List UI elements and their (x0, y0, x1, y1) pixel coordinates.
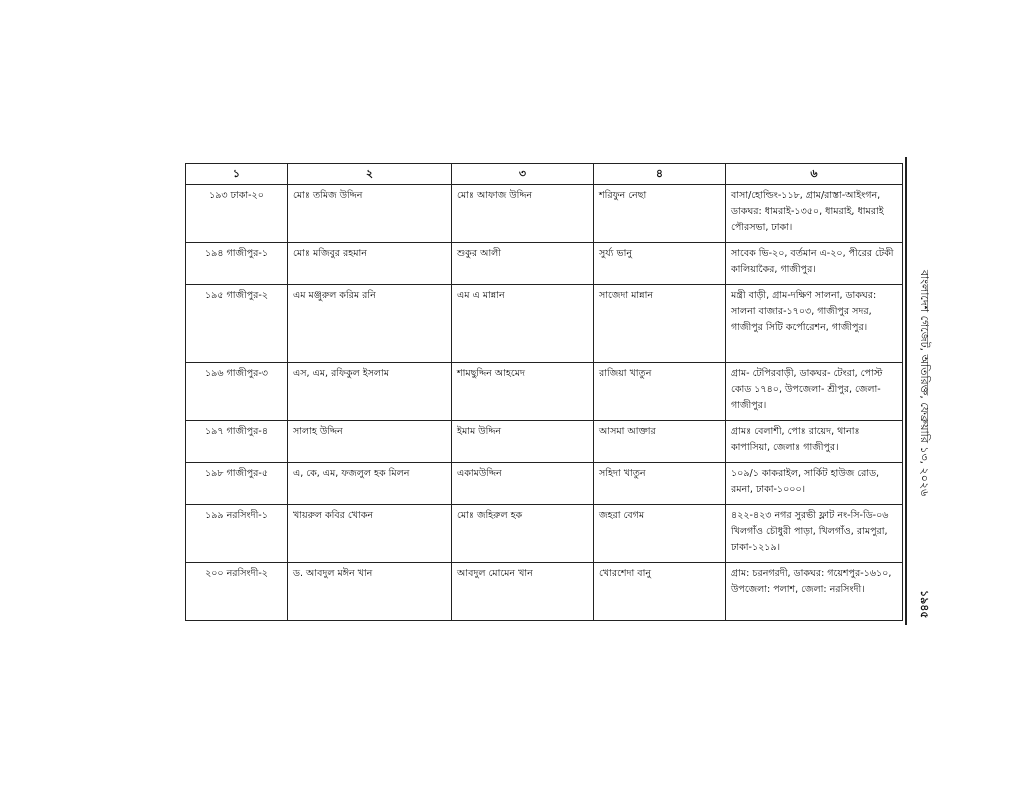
mother-cell: আসমা আক্তার (594, 421, 726, 463)
column-header: ২ (288, 164, 452, 185)
candidate-table (185, 163, 903, 621)
seat-cell: ১৯৩ ঢাকা-২০ (186, 185, 288, 243)
column-header: ৬ (726, 164, 903, 185)
table-row (186, 185, 903, 243)
father-cell: শামছুদ্দিন আহমেদ (452, 363, 594, 421)
table-row (186, 463, 903, 505)
address-cell: ১০৯/১ কাকরাইল, সার্কিট হাউজ রোড, রমনা, ঢাকা-১০০০। (726, 463, 903, 505)
mother-cell: রাজিয়া খাতুন (594, 363, 726, 421)
address-cell: গ্রাম- টেপিরবাড়ী, ডাকঘর- টেংরা, পোস্ট কোড ১৭৪০, উপজেলা- শ্রীপুর, জেলা-গাজীপুর। (726, 363, 903, 421)
table-row (186, 421, 903, 463)
seat-cell: ১৯৭ গাজীপুর-৪ (186, 421, 288, 463)
seat-cell: ১৯৯ নরসিংদী-১ (186, 505, 288, 563)
table-row (186, 505, 903, 563)
father-cell: এম এ মান্নান (452, 285, 594, 363)
address-cell: গ্রাম: চরনগরদী, ডাকঘর: গয়েশপুর-১৬১০, উপজেলা: পলাশ, জেলা: নরসিংদী। (726, 563, 903, 621)
candidate-cell: মোঃ তমিজ উদ্দিন (288, 185, 452, 243)
seat-cell: ১৯৫ গাজীপুর-২ (186, 285, 288, 363)
candidate-cell: খায়রুল কবির খোকন (288, 505, 452, 563)
father-cell: ইমাম উদ্দিন (452, 421, 594, 463)
father-cell: মোঃ আফাজ উদ্দিন (452, 185, 594, 243)
candidate-cell: এ, কে, এম, ফজলুল হক মিলন (288, 463, 452, 505)
table-row (186, 285, 903, 363)
seat-cell: ১৯৪ গাজীপুর-১ (186, 243, 288, 285)
address-cell: মন্ত্রী বাড়ী, গ্রাম-দক্ষিণ সালনা, ডাকঘর: সালনা বাজার-১৭০৩, গাজীপুর সদর, গাজীপুর সিটি কর্পোরেশন, গাজীপুর। (726, 285, 903, 363)
gazette-running-header: বাংলাদেশ গেজেট, অতিরিক্ত, ফেব্রুয়ারি ১৩, ২০২৬ (918, 270, 931, 497)
seat-cell: ২০০ নরসিংদী-২ (186, 563, 288, 621)
mother-cell: সুর্য্য ভানু (594, 243, 726, 285)
page-number: ১৯৪৫ (918, 590, 931, 619)
candidate-cell: এম মঞ্জুরুল করিম রনি (288, 285, 452, 363)
father-cell: আবদুল মোমেন খান (452, 563, 594, 621)
address-cell: গ্রামঃ বেলাশী, পোঃ রায়েদ, থানাঃ কাপাসিয়া, জেলাঃ গাজীপুর। (726, 421, 903, 463)
mother-cell: জহরা বেগম (594, 505, 726, 563)
address-cell: ৪২২-৪২৩ নগর সুরভী ফ্লাট নং-সি-ডি-০৬ খিলগাঁও চৌধুরী পাড়া, খিলগাঁও, রামপুরা, ঢাকা-১২১৯। (726, 505, 903, 563)
mother-cell: খোরশেদা বানু (594, 563, 726, 621)
candidate-cell: সালাহ উদ্দিন (288, 421, 452, 463)
candidate-cell: ড. আবদুল মঈন খান (288, 563, 452, 621)
candidate-cell: এস, এম, রফিকুল ইসলাম (288, 363, 452, 421)
address-cell: সাবেক ভি-২০, বর্তমান এ-২০, পীরের টেকী কালিয়াকৈর, গাজীপুর। (726, 243, 903, 285)
column-header: ১ (186, 164, 288, 185)
address-cell: বাসা/হোল্ডিং-১১৮, গ্রাম/রাস্তা-আইংগন, ডাকঘর: ধামরাই-১৩৫০, ধামরাই, ধামরাই পৌরসভা, ঢাকা। (726, 185, 903, 243)
table-header-row (186, 164, 903, 185)
candidate-cell: মোঃ মজিবুর রহমান (288, 243, 452, 285)
father-cell: মোঃ জহিরুল হক (452, 505, 594, 563)
seat-cell: ১৯৬ গাজীপুর-৩ (186, 363, 288, 421)
margin-rule (905, 157, 907, 625)
table-row (186, 363, 903, 421)
table-row (186, 243, 903, 285)
father-cell: শুকুর আলী (452, 243, 594, 285)
column-header: ৩ (452, 164, 594, 185)
mother-cell: শরিফুন নেছা (594, 185, 726, 243)
mother-cell: সাজেদা মান্নান (594, 285, 726, 363)
column-header: ৪ (594, 164, 726, 185)
father-cell: একামউদ্দিন (452, 463, 594, 505)
seat-cell: ১৯৮ গাজীপুর-৫ (186, 463, 288, 505)
table-row (186, 563, 903, 621)
mother-cell: সহিদা খাতুন (594, 463, 726, 505)
